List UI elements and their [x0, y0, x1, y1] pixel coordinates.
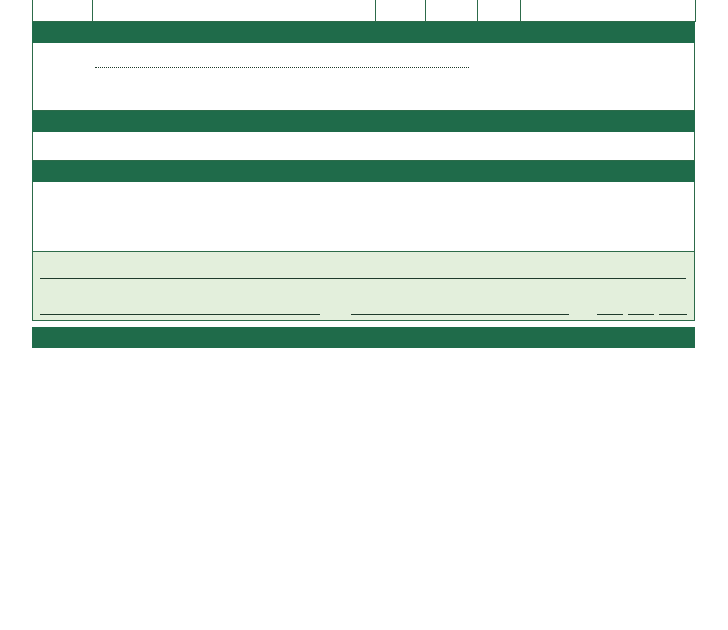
business-name-field[interactable] — [40, 278, 686, 279]
other-products-title — [32, 22, 695, 43]
header-tier-3 — [478, 0, 521, 22]
date-day-field[interactable] — [628, 314, 654, 315]
financial-documentation-table — [32, 0, 696, 22]
signer-name-field[interactable] — [40, 314, 320, 315]
header-reasons — [521, 0, 696, 22]
header-tier-2 — [426, 0, 478, 22]
bank-employee-section-title — [32, 327, 695, 348]
date-month-field[interactable] — [597, 314, 623, 315]
representation-title — [32, 161, 695, 182]
appraisal-title — [32, 111, 695, 132]
date-year-field[interactable] — [659, 314, 687, 315]
appraisal-text — [32, 132, 695, 161]
other-products-section — [32, 43, 695, 111]
header-tier-1 — [376, 0, 426, 22]
representation-text — [32, 182, 695, 252]
header-initials — [33, 0, 93, 22]
header-required-docs — [93, 0, 376, 22]
signature-section — [32, 252, 695, 321]
checking-account-field[interactable] — [95, 59, 469, 68]
authorized-signature-field[interactable] — [351, 314, 569, 315]
loan-application-page — [32, 0, 695, 630]
